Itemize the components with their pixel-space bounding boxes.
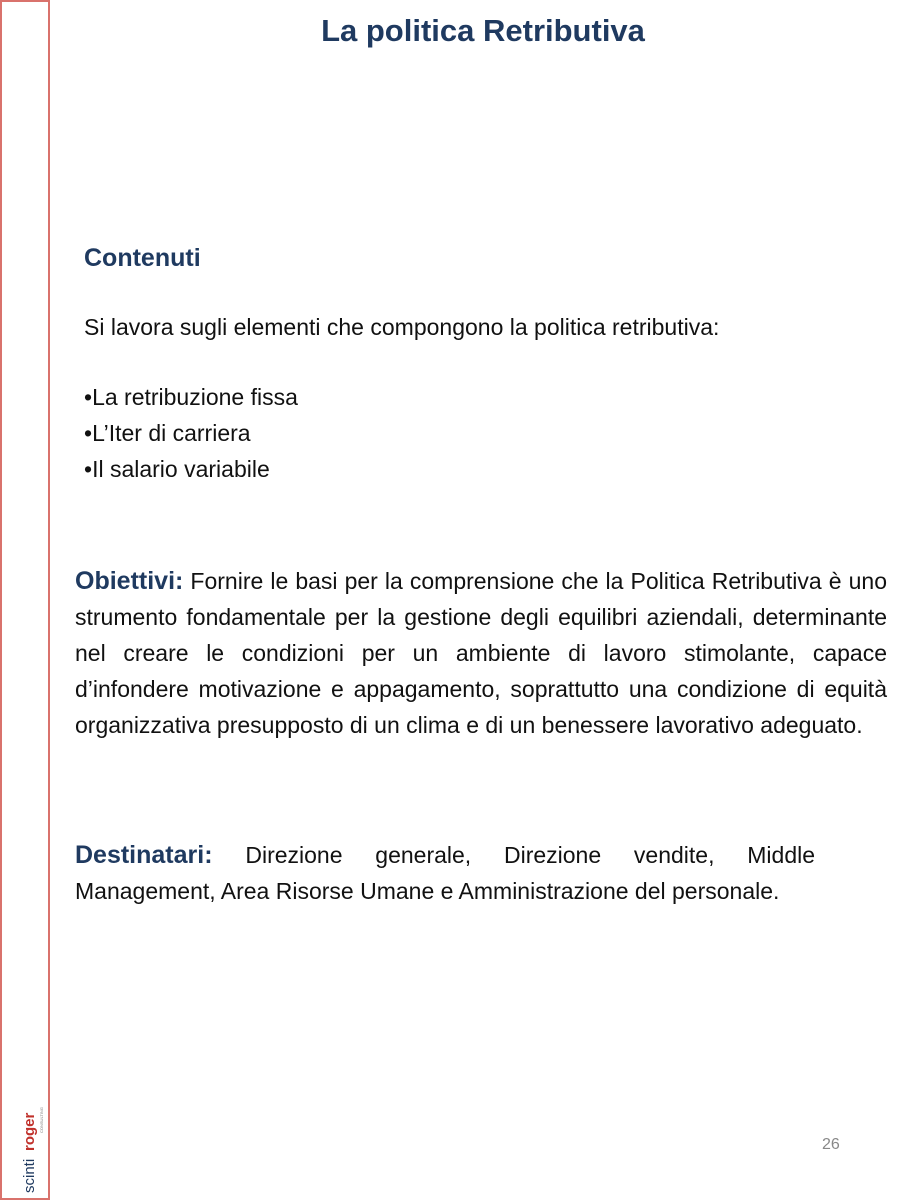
contenuti-intro: Si lavora sugli elementi che compongono la politica retributiva: <box>84 314 720 340</box>
bullet-item: • Il salario variabile <box>84 451 825 487</box>
page-number: 26 <box>822 1136 840 1153</box>
logo-text-left: scinti <box>21 1158 38 1193</box>
destinatari-paragraph <box>75 837 815 909</box>
bullet-item: • L’Iter di carriera <box>84 415 825 451</box>
obiettivi-paragraph <box>75 563 887 743</box>
brand-logo <box>4 1085 46 1197</box>
logo-tagline: CONSULTING <box>39 1107 44 1133</box>
contenuti-bullet-list <box>84 379 825 487</box>
bullet-item: • La retribuzione fissa <box>84 379 825 415</box>
destinatari-label: Destinatari: <box>75 841 213 869</box>
side-band <box>0 0 50 1200</box>
contenuti-heading: Contenuti <box>84 244 201 272</box>
page-title: La politica Retributiva <box>321 13 645 48</box>
destinatari-text: Direzione generale, Direzione vendite, Middle Management, Area Risorse Umane e Amministrazione del personale. <box>75 842 816 904</box>
obiettivi-label: Obiettivi: <box>75 567 184 595</box>
obiettivi-text: Fornire le basi per la comprensione che la Politica Retributiva è uno strumento fondamentale per la gestione degli equilibri aziendali, determinante nel creare le condizioni per un ambiente di lavoro stimolante, capace d’infondere motivazione e appagamento, soprattutto una condizione di equità organizzativa presupposto di un clima e di un benessere lavorativo adeguato. <box>75 568 887 738</box>
logo-text-right: roger <box>21 1112 38 1151</box>
